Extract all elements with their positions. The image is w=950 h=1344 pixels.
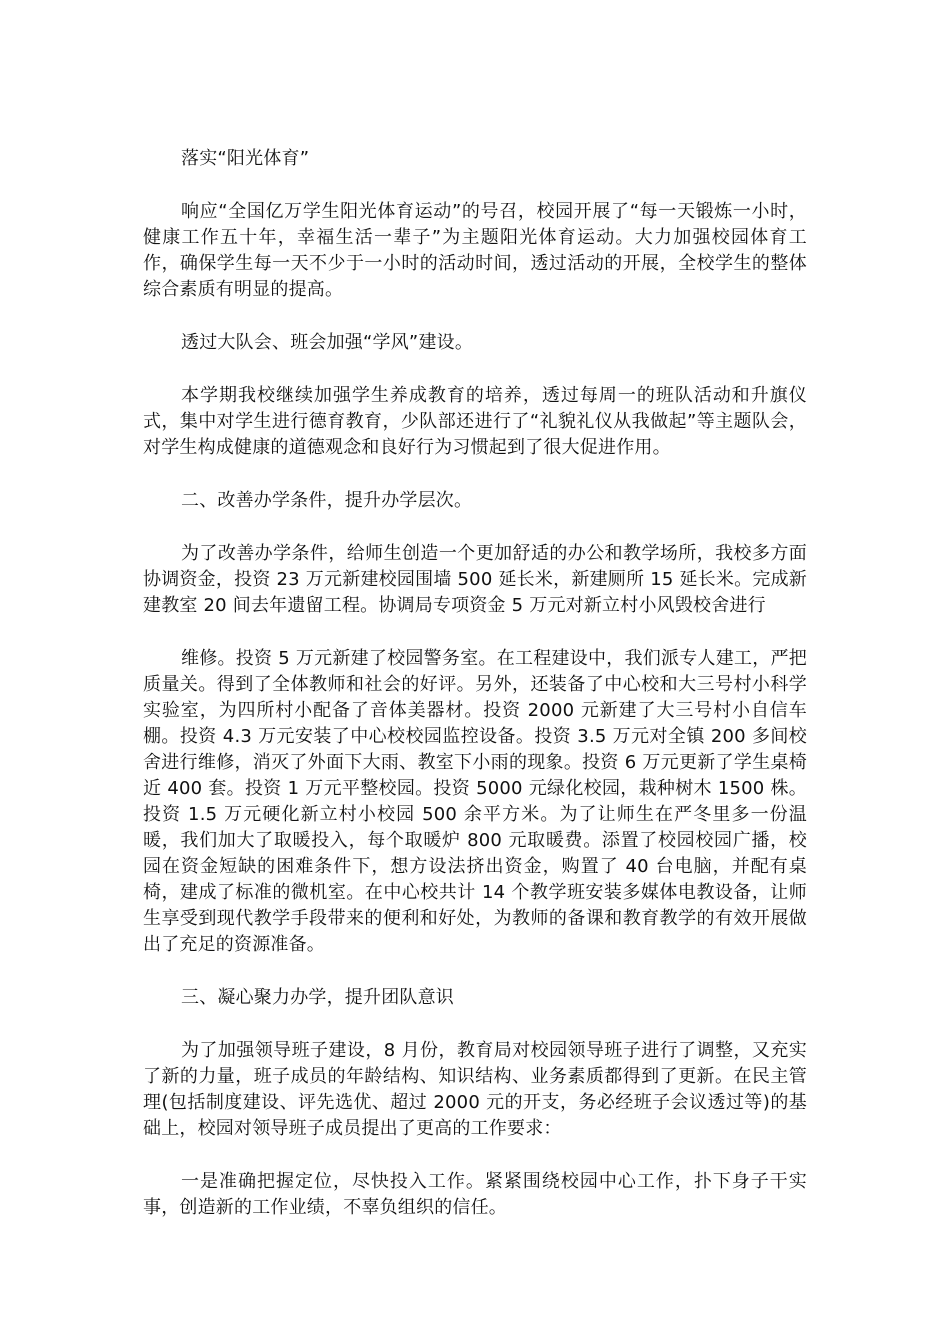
paragraph-requirement-one: 一是准确把握定位，尽快投入工作。紧紧围绕校园中心工作，扑下身子干实事，创造新的工作业绩，不辜负组织的信任。 bbox=[143, 1171, 807, 1218]
paragraph-maintenance-investment: 维修。投资 5 万元新建了校园警务室。在工程建设中，我们派专人建工，严把质量关。得到了全体教师和社会的好评。另外，还装备了中心校和大三号村小科学实验室，为四所村小配备了音体美器材。投资 2000 元新建了大三号村小自信车棚。投资 4.3 万元安装了中心校校园监控设备。投资 3.5 万元对全镇 200 多间校舍进行维修，消灭了外面下大雨、教室下小雨的现象。投资 6 万元更新了学生桌椅近 400 套。投资 1 万元平整校园。投资 5000 元绿化校园，栽种树木 1500 株。投资 1.5 万元硬化新立村小校园 500 余平方米。为了让师生在严冬里多一份温暖，我们加大了取暖投入，每个取暖炉 800 元取暖费。添置了校园校园广播，校园在资金短缺的困难条件下，想方设法挤出资金，购置了 40 台电脑，并配有桌椅，建成了标准的微机室。在中心校共计 14 个教学班安装多媒体电教设备，让师生享受到现代教学手段带来的便利和好处，为教师的备课和教育教学的有效开展做出了充足的资源准备。 bbox=[143, 648, 807, 955]
paragraph-study-style: 本学期我校继续加强学生养成教育的培养，透过每周一的班队活动和升旗仪式，集中对学生进行德育教育，少队部还进行了“礼貌礼仪从我做起”等主题队会，对学生构成健康的道德观念和良好行为习惯起到了很大促进作用。 bbox=[143, 385, 807, 458]
section-heading-team-awareness: 三、凝心聚力办学，提升团队意识 bbox=[181, 987, 454, 1008]
section-heading-study-style: 透过大队会、班会加强“学风”建设。 bbox=[181, 332, 474, 353]
section-heading-school-conditions: 二、改善办学条件，提升办学层次。 bbox=[181, 490, 473, 511]
section-heading-sunshine-sports: 落实“阳光体育” bbox=[181, 148, 310, 169]
paragraph-sunshine-sports: 响应“全国亿万学生阳光体育运动”的号召，校园开展了“每一天锻炼一小时，健康工作五十年，幸福生活一辈子”为主题阳光体育运动。大力加强校园体育工作，确保学生每一天不少于一小时的活动时间，透过活动的开展，全校学生的整体综合素质有明显的提高。 bbox=[143, 201, 807, 300]
document-page bbox=[143, 146, 807, 1248]
paragraph-school-conditions: 为了改善办学条件，给师生创造一个更加舒适的办公和教学场所，我校多方面协调资金，投资 23 万元新建校园围墙 500 延长米，新建厕所 15 延长米。完成新建教室 20 间去年遗留工程。协调局专项资金 5 万元对新立村小风毁校舍进行 bbox=[143, 543, 807, 616]
paragraph-leadership: 为了加强领导班子建设，8 月份，教育局对校园领导班子进行了调整，又充实了新的力量，班子成员的年龄结构、知识结构、业务素质都得到了更新。在民主管理(包括制度建设、评先选优、超过 2000 元的开支，务必经班子会议透过等)的基础上，校园对领导班子成员提出了更高的工作要求： bbox=[143, 1040, 807, 1139]
